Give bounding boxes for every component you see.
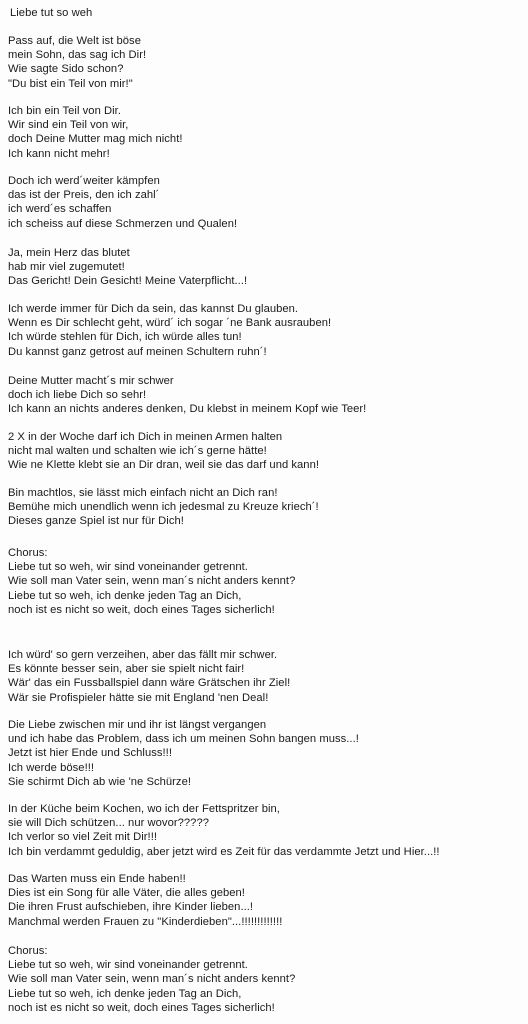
lyric-line: Liebe tut so weh, wir sind voneinander getrennt. (8, 561, 248, 574)
lyric-line: doch ich liebe Dich so sehr! (8, 389, 147, 402)
lyric-line: In der Küche beim Kochen, wo ich der Fettspritzer bin, (8, 803, 280, 815)
stanza (8, 486, 319, 529)
song-title: Liebe tut so weh (10, 7, 93, 19)
lyric-line: Wär' das ein Fussballspiel dann wäre Grätschen ihr Ziel! (8, 677, 291, 690)
stanza (8, 944, 295, 1015)
lyric-line: Wie sagte Sido schon? (8, 63, 124, 76)
lyric-line: Ich werde immer für Dich da sein, das kannst Du glauben. (8, 303, 299, 315)
stanza (8, 872, 282, 929)
lyric-line: Wie ne Klette klebt sie an Dir dran, weil sie das darf und kann! (8, 459, 320, 472)
lyric-line: Ich kann nicht mehr! (8, 147, 110, 160)
lyric-line: Ich verlor so viel Zeit mit Dir!!! (8, 831, 158, 844)
lyric-line: Jetzt ist hier Ende und Schluss!!! (8, 747, 173, 760)
stanza (8, 546, 295, 617)
lyric-line: Wie soll man Vater sein, wenn man´s nicht anders kennt? (8, 575, 296, 588)
lyric-line: Ich bin verdammt geduldig, aber jetzt wird es Zeit für das verdammte Jetzt und Hier...!! (8, 845, 440, 858)
stanza (8, 802, 440, 859)
lyric-line: Chorus: (8, 945, 48, 957)
lyric-line: Die Liebe zwischen mir und ihr ist längst vergangen (8, 719, 267, 731)
lyric-line: Die ihren Frust aufschieben, ihre Kinder lieben...! (8, 901, 254, 914)
lyric-line: Liebe tut so weh, wir sind voneinander getrennt. (8, 959, 248, 972)
lyric-line: mein Sohn, das sag ich Dir! (8, 49, 147, 62)
lyric-line: Dieses ganze Spiel ist nur für Dich! (8, 515, 184, 528)
lyric-line: Ich werde böse!!! (8, 761, 95, 774)
lyric-line: Ich würd' so gern verzeihen, aber das fällt mir schwer. (8, 649, 278, 661)
lyric-line: Manchmal werden Frauen zu "Kinderdieben"...!!!!!!!!!!!!! (8, 915, 283, 928)
stanza (8, 34, 146, 91)
lyric-line: sie will Dich schützen... nur wovor????? (8, 817, 209, 830)
stanza (8, 718, 359, 789)
lyric-line: "Du bist ein Teil von mir!" (8, 77, 133, 90)
lyric-line: Pass auf, die Welt ist böse (8, 35, 141, 47)
lyric-line: Ich bin ein Teil von Dir. (8, 105, 121, 117)
lyric-line: noch ist es nicht so weit, doch eines Tages sicherlich! (8, 603, 275, 616)
lyric-line: Wie soll man Vater sein, wenn man´s nicht anders kennt? (8, 973, 296, 986)
lyric-line: doch Deine Mutter mag mich nicht! (8, 133, 183, 146)
stanza (8, 174, 237, 231)
lyric-line: Sie schirmt Dich ab wie 'ne Schürze! (8, 775, 192, 788)
lyric-line: nicht mal walten und schalten wie ich´s gerne hätte! (8, 445, 267, 458)
stanza (8, 246, 247, 289)
lyric-line: noch ist es nicht so weit, doch eines Tages sicherlich! (8, 1001, 275, 1014)
lyric-line: Du kannst ganz getrost auf meinen Schultern ruhn´! (8, 345, 267, 358)
lyric-line: hab mir viel zugemutet! (8, 261, 125, 274)
stanza (8, 430, 319, 473)
lyric-line: Ja, mein Herz das blutet (8, 247, 130, 259)
lyric-line: ich scheiss auf diese Schmerzen und Qualen! (8, 217, 238, 230)
lyric-line: Wir sind ein Teil von wir, (8, 119, 129, 132)
lyric-line: Wenn es Dir schlecht geht, würd´ ich sogar ´ne Bank ausrauben! (8, 317, 332, 330)
lyric-line: Dies ist ein Song für alle Väter, die alles geben! (8, 887, 245, 900)
lyric-line: Doch ich werd´weiter kämpfen (8, 175, 160, 187)
lyric-line: Deine Mutter macht´s mir schwer (8, 375, 174, 387)
lyric-line: Liebe tut so weh, ich denke jeden Tag an Dich, (8, 589, 242, 602)
lyric-line: Das Warten muss ein Ende haben!! (8, 873, 186, 885)
lyric-line: ich werd´es schaffen (8, 203, 112, 216)
stanza (8, 302, 331, 359)
lyric-line: 2 X in der Woche darf ich Dich in meinen Armen halten (8, 431, 283, 443)
lyric-line: Liebe tut so weh, ich denke jeden Tag an Dich, (8, 987, 242, 1000)
lyric-line: Bin machtlos, sie lässt mich einfach nicht an Dich ran! (8, 487, 278, 499)
lyric-line: Wär sie Profispieler hätte sie mit England 'nen Deal! (8, 691, 269, 704)
stanza (8, 648, 290, 705)
lyric-line: und ich habe das Problem, dass ich um meinen Sohn bangen muss...! (8, 733, 359, 746)
stanza (8, 374, 366, 417)
lyric-line: Ich kann an nichts anderes denken, Du klebst in meinem Kopf wie Teer! (8, 403, 367, 416)
lyric-line: Das Gericht! Dein Gesicht! Meine Vaterpflicht...! (8, 275, 248, 288)
lyric-line: Bemühe mich unendlich wenn ich jedesmal zu Kreuze kriech´! (8, 501, 319, 514)
lyric-line: Chorus: (8, 547, 48, 559)
lyric-line: das ist der Preis, den ich zahl´ (8, 189, 160, 202)
lyric-line: Es könnte besser sein, aber sie spielt nicht fair! (8, 663, 245, 676)
stanza (8, 104, 183, 161)
lyric-line: Ich würde stehlen für Dich, ich würde alles tun! (8, 331, 242, 344)
